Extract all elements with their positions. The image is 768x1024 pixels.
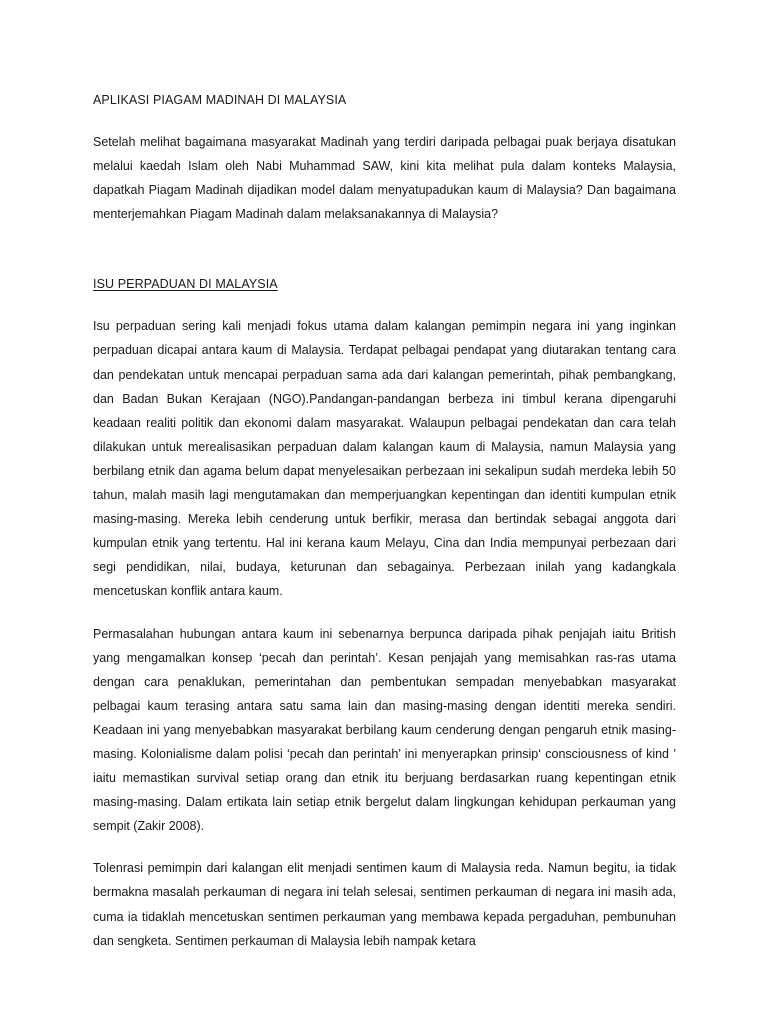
- document-title: APLIKASI PIAGAM MADINAH DI MALAYSIA: [93, 93, 347, 107]
- body-paragraph-1: Isu perpaduan sering kali menjadi fokus utama dalam kalangan pemimpin negara ini yang inginkan perpaduan dicapai antara kaum di Malaysia. Terdapat pelbagai pendapat yang diutarakan tentang cara dan pendekatan untuk mencapai perpaduan sama ada dari kalangan pemerintah, pihak pembangkang, dan Badan Bukan Kerajaan (NGO).Pandangan-pandangan berbeza ini timbul kerana dipengaruhi keadaan realiti politik dan ekonomi dalam masyarakat. Walaupun pelbagai pendekatan dan cara telah dilakukan untuk merealisasikan perpaduan dalam kalangan kaum di Malaysia, namun Malaysia yang berbilang etnik dan agama belum dapat menyelesaikan perbezaan ini sekalipun sudah merdeka lebih 50 tahun, malah masih lagi mengutamakan dan memperjuangkan kepentingan dan identiti kumpulan etnik masing-masing. Mereka lebih cenderung untuk berfikir, merasa dan bertindak sebagai anggota dari kumpulan etnik yang tertentu. Hal ini kerana kaum Melayu, Cina dan India mempunyai perbezaan dari segi pendidikan, nilai, budaya, keturunan dan sebagainya. Perbezaan inilah yang kadangkala mencetuskan konflik antara kaum.: [93, 319, 676, 599]
- section-gap: [93, 244, 676, 276]
- body-paragraph-2: Permasalahan hubungan antara kaum ini sebenarnya berpunca daripada pihak penjajah iaitu British yang mengamalkan konsep ‘pecah dan perintah’. Kesan penjajah yang memisahkan ras-ras utama dengan cara penaklukan, pemerintahan dan pembentukan sempadan menyebabkan masyarakat pelbagai kaum terasing antara satu sama lain dan masing-masing dengan identiti mereka sendiri. Keadaan ini yang menyebabkan masyarakat berbilang kaum cenderung dengan pengaruh etnik masing-masing. Kolonialisme dalam polisi ‘pecah dan perintah’ ini menyerapkan prinsip‘ consciousness of kind ’ iaitu memastikan survival setiap orang dan etnik itu berjuang berdasarkan ruang kepentingan etnik masing-masing. Dalam ertikata lain setiap etnik bergelut dalam lingkungan kehidupan perkauman yang sempit (Zakir 2008).: [93, 626, 676, 834]
- intro-paragraph: Setelah melihat bagaimana masyarakat Madinah yang terdiri daripada pelbagai puak berjaya disatukan melalui kaedah Islam oleh Nabi Muhammad SAW, kini kita melihat pula dalam konteks Malaysia, dapatkah Piagam Madinah dijadikan model dalam menyatupadukan kaum di Malaysia? Dan bagaimana menterjemahkan Piagam Madinah dalam melaksanakannya di Malaysia?: [93, 135, 676, 222]
- section-heading: ISU PERPADUAN DI MALAYSIA: [93, 277, 278, 292]
- document-page: [93, 92, 676, 971]
- body-paragraph-3: Tolenrasi pemimpin dari kalangan elit menjadi sentimen kaum di Malaysia reda. Namun begitu, ia tidak bermakna masalah perkauman di negara ini telah selesai, sentimen perkauman di negara ini masih ada, cuma ia tidaklah mencetuskan sentimen perkauman yang membawa kepada pergaduhan, pembunuhan dan sengketa. Sentimen perkauman di Malaysia lebih nampak ketara: [93, 861, 676, 948]
